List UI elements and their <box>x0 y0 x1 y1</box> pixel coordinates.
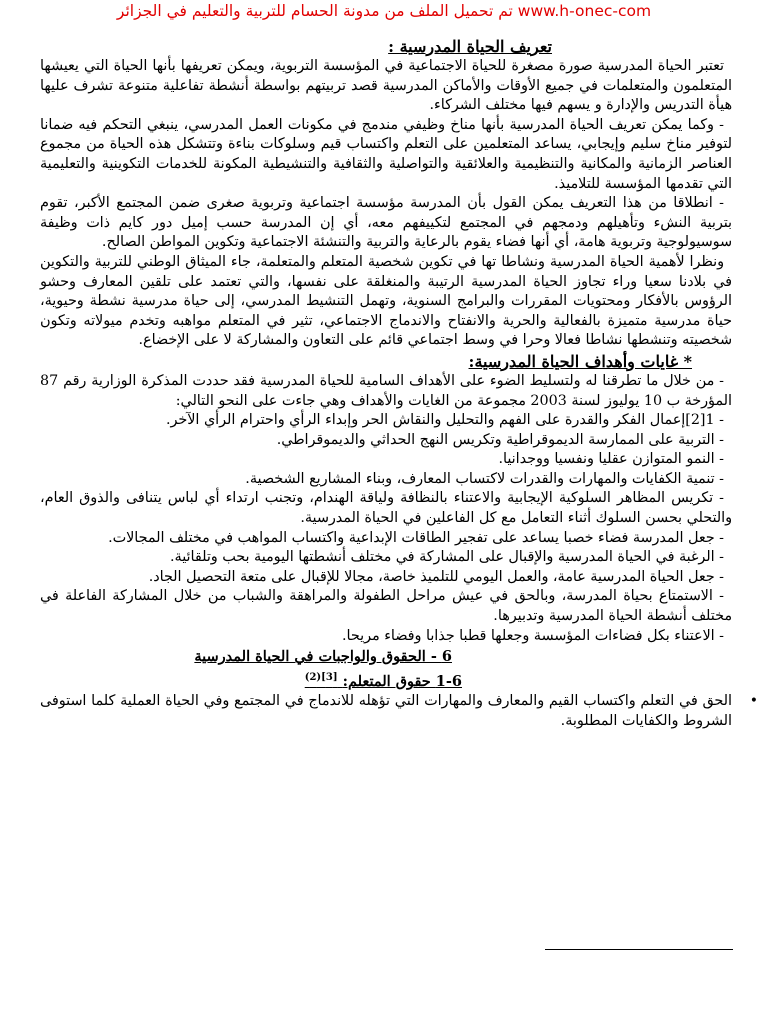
rights-bullet-paragraph <box>40 692 758 731</box>
goal-item: - تكريس المظاهر السلوكية الإيجابية والاعتناء بالنظافة ولياقة الهندام، وتجنب ارتداء أي لباس يتنافى والذوق العام، والتحلي بحسن السلوك أثناء التعامل مع كل الفاعلين في الحياة المدرسية. <box>40 490 732 527</box>
section-title-goals: * غايات وأهداف الحياة المدرسية: <box>468 351 692 371</box>
subsection-title-learner-rights <box>40 667 732 692</box>
rights-bullet-text: الحق في التعلم واكتساب القيم والمعارف والمهارات التي تؤهله للاندماج في المجتمع وفي الحياة العملية كلما استوفى الشروط والكفايات المطلوبة. <box>40 693 732 729</box>
footnote-reference[interactable]: [3](2) <box>304 672 338 684</box>
goal-item: - التربية على الممارسة الديموقراطية وتكريس النهج الحداثي والديموقراطي. <box>276 431 724 448</box>
paragraph-memo: - من خلال ما تطرقنا له ولتسليط الضوء على الأهداف السامية للحياة المدرسية فقد حددت المذكرة الوزارية رقم 87 المؤرخة ب 10 يوليوز لسنة 2003 مجموعة من الغايات والأهداف وهي جاءت على النحو التالي: <box>40 372 732 409</box>
source-banner[interactable]: تم تحميل الملف من مدونة الحسام للتربية والتعليم في الجزائر www.h-onec-com <box>116 2 652 20</box>
subsection-title-text: 1-6 حقوق المتعلم: <box>342 673 462 691</box>
paragraph-climate: - وكما يمكن تعريف الحياة المدرسية بأنها مناخ وظيفي مندمج في مكونات العمل المدرسي، ينبغي التحكم فيه ضمانا لتوفير مناخ سليم وإيجابي، يساعد المتعلمين على التعلم واكتساب قيم وسلوكات بناءة وتتشكل هذه الحياة من مجموع العناصر الزمانية والمكانية والتنظيمية والعلائقية والتواصلية والثقافية والتنشيطية المكونة للخدمات التكوينية والتعليمية التي تقدمها المؤسسة للتلاميذ. <box>40 116 732 192</box>
paragraph-institution: - انطلاقا من هذا التعريف يمكن القول بأن المدرسة مؤسسة اجتماعية وتربوية صغرى ضمن المجتمع الأكبر، تقوم بتربية النشء وتأهيلهم ودمجهم في المجتمع لتكييفهم معه، أي إن المدرسة حسب إميل دور كايم ذات وظيفة سوسيولوجية وتربوية هامة، أي أنها فضاء يقوم بالرعاية والتربية والتنشئة الاجتماعية وتكوين المواطن الصالح. <box>40 195 732 251</box>
goal-item: - الاعتناء بكل فضاءات المؤسسة وجعلها قطبا جذابا وفضاء مريحا. <box>342 627 724 644</box>
goal-item: - تنمية الكفايات والمهارات والقدرات لاكتساب المعارف، وبناء المشاريع الشخصية. <box>245 470 724 487</box>
footnote-separator <box>545 949 733 950</box>
goal-item: - جعل الحياة المدرسية عامة، والعمل اليومي للتلميذ خاصة، مجالا للإقبال على متعة التحصيل الجاد. <box>148 568 724 585</box>
section-title-definition: تعريف الحياة المدرسية : <box>388 37 552 56</box>
bullet-icon: • <box>749 693 758 710</box>
goal-item: - الاستمتاع بحياة المدرسة، وبالحق في عيش مراحل الطفولة والمراهقة والشباب من خلال المشاركة الفاعلة في مختلف أنشطة الحياة المدرسية وتدبيرها. <box>40 588 732 625</box>
section-title-rights: 6 - الحقوق والواجبات في الحياة المدرسية <box>194 648 452 666</box>
paragraph-definition: تعتبر الحياة المدرسية صورة مصغرة للحياة الاجتماعية في المؤسسة التربوية، ويمكن تعريفها بأنها الحياة التي يعيشها المتعلمون والمتعلمات في جميع الأوقات والأماكن المدرسية قصد تربيتهم بواسطة أنشطة تفاعلية متنوعة تشرف عليها هيأة التدريس والإدارة و يسهم فيها مختلف الشركاء. <box>40 58 732 114</box>
paragraph-charter: ونظرا لأهمية الحياة المدرسية ونشاطا تها في تكوين شخصية المتعلم والمتعلمة، جاء الميثاق الوطني للتربية والتكوين في بلادنا سعيا وراء تجاوز الحياة المدرسية الرتيبة والمنغلقة على نفسها، والتي تعتمد على تلقين المعارف وحشو الرؤوس بالأفكار ومحتويات المقررات والبرامج السنوية، وتهمل التنشيط المدرسي، إلى حياة مدرسية نشطة وحيوية، حياة مدرسية متميزة بالفعالية والحرية والانفتاح والاندماج الاجتماعي، تثير في المتعلم مواهبه وتخدم ميولاته وتكون شخصيته وتنشطها نشاطا فعالا وحرا في وسط اجتماعي قائم على التعاون والمشاركة لا على الإخضاع. <box>40 253 732 349</box>
goal-item: - الرغبة في الحياة المدرسية والإقبال على المشاركة في مختلف أنشطتها اليومية بحب وتلقائية. <box>170 549 724 566</box>
goal-item: - النمو المتوازن عقليا ونفسيا ووجدانيا. <box>498 451 724 468</box>
goal-item: - جعل المدرسة فضاء خصبا يساعد على تفجير الطاقات الإبداعية واكتساب المواهب في مختلف المجالات. <box>108 529 724 546</box>
goals-list <box>40 411 732 646</box>
goal-item: - 1[2]إعمال الفكر والقدرة على الفهم والتحليل والنقاش الحر وإبداء الرأي واحترام الرأي الآخر. <box>166 412 724 429</box>
document-body <box>40 36 758 731</box>
